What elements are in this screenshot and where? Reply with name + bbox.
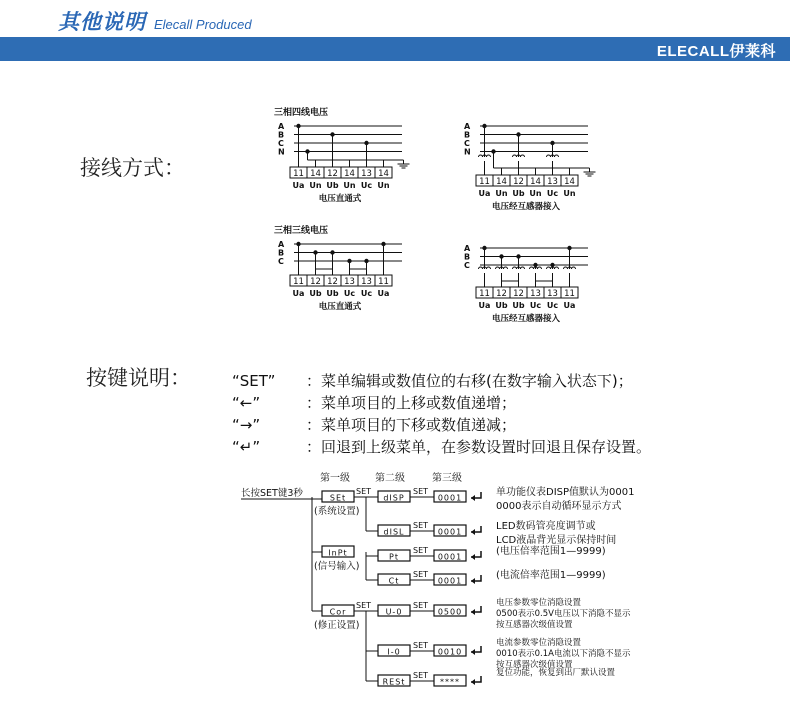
- terminal-label: Ub: [495, 301, 508, 310]
- phase-label: C: [278, 139, 284, 148]
- brand-logo: ELECALL伊莱科: [656, 43, 776, 60]
- menu-description: 按互感器次级值设置: [496, 660, 573, 670]
- enter-icon-arrow: [471, 495, 475, 501]
- key-left-arrow-icon: “←”: [232, 394, 261, 412]
- enter-icon-arrow: [471, 609, 475, 615]
- group-name: (信号输入): [314, 561, 360, 572]
- diagram-title: 三相四线电压: [274, 108, 329, 118]
- lcd-level3-text: 0500: [437, 607, 463, 617]
- terminal-number: 11: [293, 169, 304, 179]
- set-label: SET: [356, 601, 372, 610]
- set-label: SET: [413, 570, 429, 579]
- terminal-number: 12: [327, 169, 338, 179]
- terminal-number: 11: [564, 289, 575, 299]
- lcd-level2-text: dISP: [383, 493, 405, 503]
- terminal-label: Ua: [563, 301, 576, 310]
- menu-description: 按互感器次级值设置: [496, 620, 573, 630]
- level-label-2: 第二级: [375, 473, 405, 484]
- lcd-level3-text: 0001: [437, 527, 463, 537]
- phase-label: A: [278, 240, 285, 249]
- terminal-label: Un: [377, 181, 390, 190]
- menu-description: LCD液晶背光显示保持时间: [496, 535, 617, 546]
- lcd-level3-text: 0001: [437, 493, 463, 503]
- phase-label: C: [464, 139, 470, 148]
- set-label: SET: [356, 487, 372, 496]
- terminal-label: Ua: [292, 181, 305, 190]
- lcd-level2-text: Pt: [389, 552, 399, 562]
- phase-label: B: [278, 248, 285, 258]
- terminal-number: 12: [327, 277, 338, 287]
- section-keys: 按键说明：: [86, 366, 191, 390]
- phase-label: C: [278, 257, 284, 266]
- key-right-arrow-icon: “→”: [232, 416, 261, 434]
- menu-description: 单功能仪表DISP值默认为0001: [496, 487, 635, 498]
- terminal-label: Uc: [546, 301, 559, 310]
- key-set: “SET”: [232, 372, 276, 390]
- phase-label: B: [464, 252, 471, 262]
- header-title-en: Elecall Produced: [154, 17, 252, 32]
- key-desc: ：菜单项目的下移或数值递减；: [306, 416, 517, 434]
- diagram-caption: 电压直通式: [318, 194, 362, 204]
- terminal-label: Ub: [512, 301, 525, 310]
- lcd-level2-text: dISL: [383, 527, 405, 537]
- terminal-label: Ub: [326, 289, 339, 298]
- terminal-number: 13: [361, 169, 372, 179]
- terminal-number: 13: [547, 177, 558, 187]
- set-label: SET: [413, 641, 429, 650]
- menu-description: 电压参数零位消隐设置: [496, 598, 582, 608]
- key-desc: ：菜单项目的上移或数值递增；: [306, 394, 517, 412]
- phase-label: B: [278, 130, 285, 140]
- terminal-number: 11: [378, 277, 389, 287]
- terminal-number: 13: [547, 289, 558, 299]
- terminal-label: Un: [309, 181, 322, 190]
- phase-label: N: [278, 147, 285, 157]
- entry-label: 长按SET键3秒: [241, 488, 303, 499]
- terminal-number: 12: [310, 277, 321, 287]
- lcd-level1-text: InPt: [328, 548, 348, 558]
- menu-description: LED数码管亮度调节或: [496, 521, 596, 532]
- phase-label: A: [464, 122, 471, 131]
- terminal-label: Un: [343, 181, 356, 190]
- terminal-label: Un: [563, 189, 576, 198]
- diagram-title: 三相三线电压: [274, 226, 329, 236]
- phase-label: A: [464, 244, 471, 253]
- terminal-number: 13: [344, 277, 355, 287]
- diagram-caption: 电压直通式: [318, 302, 362, 312]
- terminal-number: 14: [496, 177, 507, 187]
- header-title-cn: 其他说明: [58, 10, 146, 34]
- lcd-level2-text: RESt: [382, 677, 406, 687]
- menu-description: (电压倍率范围1—9999): [496, 546, 606, 557]
- lcd-level2-text: Ct: [388, 576, 400, 586]
- level-label-1: 第一级: [320, 473, 350, 484]
- lcd-level1-text: SEt: [329, 493, 347, 503]
- key-desc: ：回退到上级菜单，在参数设置时回退且保存设置。: [306, 438, 652, 456]
- terminal-label: Uc: [360, 289, 373, 298]
- terminal-number: 14: [530, 177, 541, 187]
- menu-description: 0000表示自动循环显示方式: [496, 501, 622, 512]
- set-label: SET: [413, 601, 429, 610]
- terminal-label: Ua: [377, 289, 390, 298]
- menu-description: 0010表示0.1A电流以下消隐不显示: [496, 649, 631, 659]
- terminal-label: Uc: [360, 181, 373, 190]
- enter-icon-arrow: [471, 679, 475, 685]
- lcd-level2-text: U-0: [385, 607, 403, 617]
- set-label: SET: [413, 487, 429, 496]
- terminal-label: Ub: [512, 189, 525, 198]
- terminal-label: Ua: [478, 301, 491, 310]
- terminal-number: 12: [496, 289, 507, 299]
- enter-icon-arrow: [471, 529, 475, 535]
- terminal-label: Ub: [326, 181, 339, 190]
- terminal-label: Un: [529, 189, 542, 198]
- level-label-3: 第三级: [432, 473, 462, 484]
- terminal-label: Ua: [292, 289, 305, 298]
- group-name: (修正设置): [314, 620, 360, 631]
- terminal-label: Uc: [529, 301, 542, 310]
- terminal-number: 14: [564, 177, 575, 187]
- group-name: (系统设置): [314, 506, 360, 517]
- terminal-label: Ua: [478, 189, 491, 198]
- lcd-level3-text: 0001: [437, 552, 463, 562]
- key-desc: ：菜单编辑或数值位的右移(在数字输入状态下)；: [306, 372, 633, 390]
- terminal-number: 11: [479, 289, 490, 299]
- section-wiring: 接线方式：: [80, 156, 185, 180]
- terminal-label: Un: [495, 189, 508, 198]
- lcd-level1-text: Cor: [329, 607, 347, 617]
- diagram-caption: 电压经互感器接入: [491, 202, 561, 212]
- key-enter-icon: “↵”: [232, 438, 261, 456]
- terminal-label: Ub: [309, 289, 322, 298]
- terminal-number: 12: [513, 177, 524, 187]
- set-label: SET: [413, 546, 429, 555]
- menu-description: (电流倍率范围1—9999): [496, 570, 606, 581]
- lcd-level2-text: I-0: [387, 647, 401, 657]
- lcd-level3-text: ****: [440, 677, 460, 687]
- phase-label: C: [464, 261, 470, 270]
- enter-icon-arrow: [471, 554, 475, 560]
- set-label: SET: [413, 671, 429, 680]
- enter-icon-arrow: [471, 649, 475, 655]
- phase-label: B: [464, 130, 471, 140]
- terminal-number: 11: [479, 177, 490, 187]
- terminal-label: Uc: [546, 189, 559, 198]
- menu-description: 电流参数零位消隐设置: [496, 638, 582, 648]
- phase-label: A: [278, 122, 285, 131]
- menu-description: 0500表示0.5V电压以下消隐不显示: [496, 609, 631, 619]
- terminal-number: 14: [310, 169, 321, 179]
- set-label: SET: [413, 521, 429, 530]
- terminal-number: 12: [513, 289, 524, 299]
- terminal-number: 13: [530, 289, 541, 299]
- terminal-number: 13: [361, 277, 372, 287]
- diagram-caption: 电压经互感器接入: [491, 314, 561, 324]
- terminal-label: Uc: [343, 289, 356, 298]
- phase-label: N: [464, 147, 471, 157]
- terminal-number: 11: [293, 277, 304, 287]
- lcd-level3-text: 0010: [437, 647, 463, 657]
- lcd-level3-text: 0001: [437, 576, 463, 586]
- enter-icon-arrow: [471, 578, 475, 584]
- terminal-number: 14: [378, 169, 389, 179]
- terminal-number: 14: [344, 169, 355, 179]
- menu-description: 复位功能，恢复到出厂默认设置: [496, 668, 616, 678]
